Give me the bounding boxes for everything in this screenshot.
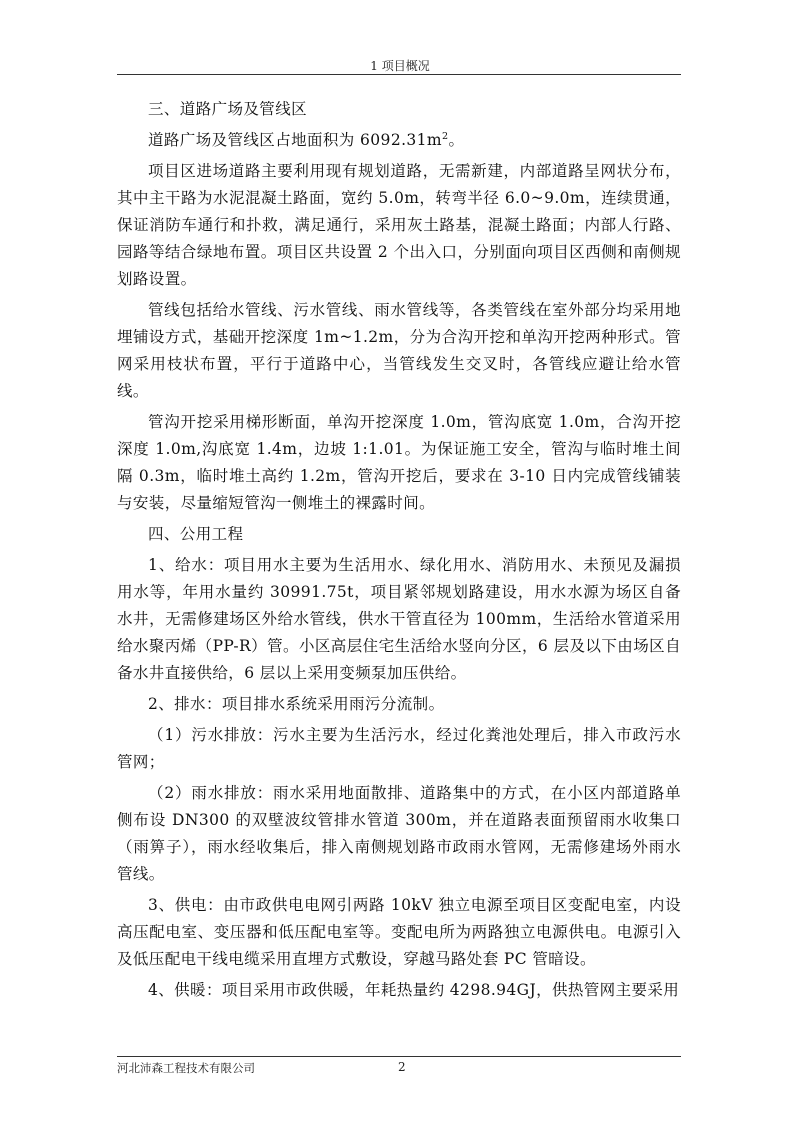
paragraph-power: 3、供电：由市政供电电网引两路 10kV 独立电源至项目区变配电室，内设高压配电室、变压器和低压配电室等。变配电所为两路独立电源供电。电源引入及低压配电干线电缆采用直埋方式敷设，穿越马路处套 PC 管暗设。 bbox=[117, 896, 681, 968]
paragraph-rainwater: （2）雨水排放：雨水采用地面散排、道路集中的方式，在小区内部道路单侧布设 DN300 的双壁波纹管排水管道 300m，并在道路表面预留雨水收集口（雨箅子），雨水经收集后，排入南侧规划路市政雨水管网，无需修建场外雨水管线。 bbox=[117, 784, 681, 883]
paragraph-sewage: （1）污水排放：污水主要为生活污水，经过化粪池处理后，排入市政污水管网； bbox=[117, 726, 681, 771]
paragraph-pipelines: 管线包括给水管线、污水管线、雨水管线等，各类管线在室外部分均采用地埋铺设方式，基础开挖深度 1m~1.2m，分为合沟开挖和单沟开挖两种形式。管网采用枝状布置，平行于道路中心，当管线发生交叉时，各管线应避让给水管线。 bbox=[117, 301, 681, 400]
paragraph-heating: 4、供暖：项目采用市政供暖，年耗热量约 4298.94GJ，供热管网主要采用 bbox=[148, 981, 680, 999]
paragraph-drainage: 2、排水：项目排水系统采用雨污分流制。 bbox=[148, 695, 445, 713]
section-heading-utilities: 四、公用工程 bbox=[148, 525, 244, 543]
header-divider bbox=[117, 74, 681, 75]
paragraph-area bbox=[117, 127, 681, 154]
footer-divider bbox=[117, 1056, 681, 1057]
paragraph-trench: 管沟开挖采用梯形断面，单沟开挖深度 1.0m，管沟底宽 1.0m，合沟开挖深度 1.0m,沟底宽 1.4m，边坡 1:1.01。为保证施工安全，管沟与临时堆土间隔 0.3m，临时堆土高约 1.2m，管沟开挖后，要求在 3-10 日内完成管线铺装与安装，尽量缩短管沟一侧堆土的裸露时间。 bbox=[117, 413, 681, 512]
section-heading-roads: 三、道路广场及管线区 bbox=[148, 100, 308, 118]
area-text-end: 。 bbox=[448, 131, 465, 149]
page-number: 2 bbox=[398, 1060, 406, 1074]
area-text: 道路广场及管线区占地面积为 6092.31m bbox=[148, 131, 443, 149]
footer-company: 河北沛森工程技术有限公司 bbox=[117, 1061, 255, 1075]
document-body bbox=[117, 96, 681, 1008]
area-unit-superscript: 2 bbox=[442, 130, 449, 142]
paragraph-roads: 项目区进场道路主要利用现有规划道路，无需新建，内部道路呈网状分布，其中主干路为水泥混凝土路面，宽约 5.0m，转弯半径 6.0~9.0m，连续贯通，保证消防车通行和扑救，满足通行，采用灰土路基，混凝土路面；内部人行路、园路等结合绿地布置。项目区共设置 2 个出入口，分别面向项目区西侧和南侧规划路设置。 bbox=[117, 162, 681, 288]
running-header: 1 项目概况 bbox=[370, 59, 430, 73]
paragraph-water-supply: 1、给水：项目用水主要为生活用水、绿化用水、消防用水、未预见及漏损用水等，年用水量约 30991.75t，项目紧邻规划路建设，用水水源为场区自备水井，无需修建场区外给水管线，供水干管直径为 100mm，生活给水管道采用给水聚丙烯（PP-R）管。小区高层住宅生活给水竖向分区，6 层及以下由场区自备水井直接供给，6 层以上采用变频泵加压供给。 bbox=[117, 556, 681, 682]
